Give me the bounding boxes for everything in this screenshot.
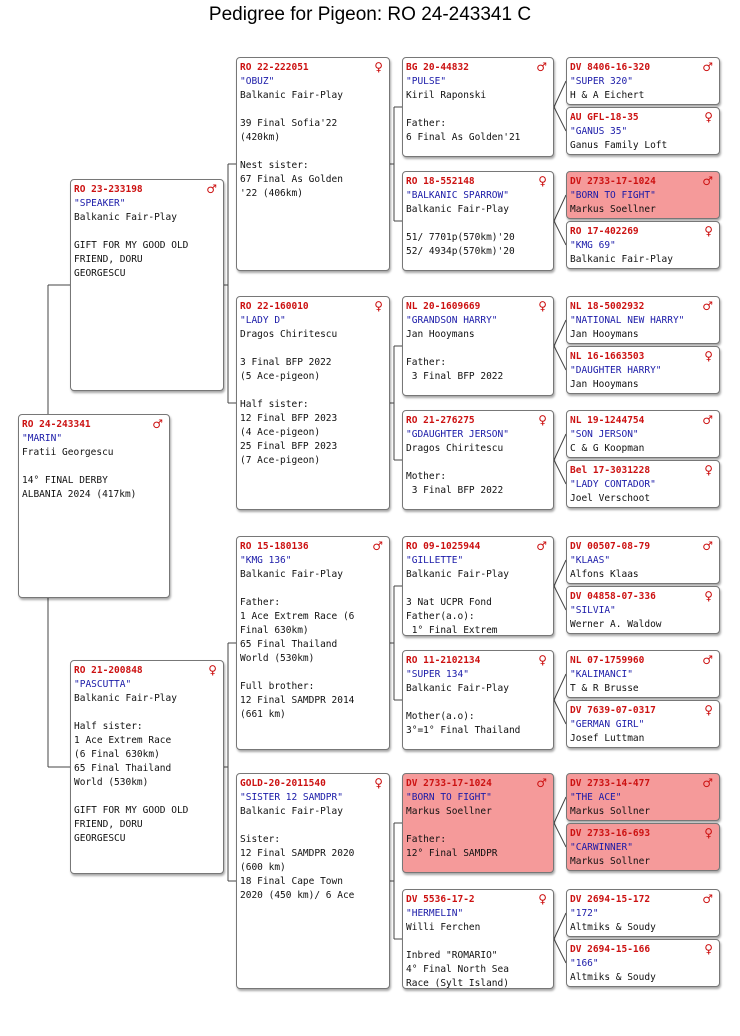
pigeon-name: "GDAUGHTER JERSON" <box>406 429 509 440</box>
pigeon-name: "166" <box>570 958 599 969</box>
pigeon-card-b15[interactable] <box>402 889 554 989</box>
pigeon-card-b1[interactable] <box>18 414 170 598</box>
pigeon-card-b12[interactable] <box>402 536 554 636</box>
ring-number: BG 20-44832 <box>406 62 469 73</box>
pigeon-notes: 3 Final BFP 2022 (5 Ace-pigeon) Half sister: 12 Final BFP 2023 (4 Ace-pigeon) 25 Final BFP 2023 (7 Ace-pigeon) <box>240 357 338 466</box>
owner-name: H & A Eichert <box>570 90 645 101</box>
ring-number: DV 00507-08-79 <box>570 541 651 552</box>
ring-number: RO 24-243341 <box>22 419 91 430</box>
connector-line <box>554 107 566 131</box>
male-symbol-icon: ♂ <box>702 413 713 427</box>
connector-line <box>554 700 566 724</box>
ring-number: DV 04858-07-336 <box>570 591 656 602</box>
ring-number: RO 21-276275 <box>406 415 475 426</box>
owner-name: C & G Koopman <box>570 443 645 454</box>
owner-name: Balkanic Fair-Play <box>240 806 343 817</box>
pigeon-name: "GERMAN GIRL" <box>570 719 645 730</box>
ring-number: RO 15-180136 <box>240 541 309 552</box>
pigeon-name: "172" <box>570 908 599 919</box>
connector-line <box>554 221 566 245</box>
ring-number: Bel 17-3031228 <box>570 465 651 476</box>
ring-number: DV 2733-17-1024 <box>570 176 656 187</box>
male-symbol-icon: ♂ <box>536 776 547 790</box>
owner-name: Joel Verschoot <box>570 493 651 504</box>
pigeon-card-b29[interactable] <box>566 823 720 871</box>
pigeon-card-b22[interactable] <box>566 410 720 458</box>
spacer <box>406 217 550 231</box>
connector-line <box>554 797 566 823</box>
ring-number: RO 17-402269 <box>570 226 639 237</box>
male-symbol-icon: ♂ <box>206 182 217 196</box>
pigeon-name: "MARIN" <box>22 433 63 444</box>
male-symbol-icon: ♂ <box>702 892 713 906</box>
owner-name: Dragos Chiritescu <box>240 329 338 340</box>
pigeon-name: "DAUGHTER HARRY" <box>570 365 662 376</box>
owner-name: Alfons Klaas <box>570 569 639 580</box>
female-symbol-icon: ♀ <box>538 299 547 313</box>
ring-number: RO 09-1025944 <box>406 541 481 552</box>
spacer <box>240 342 386 356</box>
pigeon-name: "THE ACE" <box>570 792 622 803</box>
connector-line <box>554 460 566 484</box>
spacer <box>406 696 550 710</box>
owner-name: T & R Brusse <box>570 683 639 694</box>
ring-number: RO 18-552148 <box>406 176 475 187</box>
pigeon-name: "KMG 69" <box>570 240 616 251</box>
pigeon-name: "GILLETTE" <box>406 555 464 566</box>
owner-name: Balkanic Fair-Play <box>570 254 673 265</box>
pigeon-card-b7[interactable] <box>236 773 390 989</box>
owner-name: Fratii Georgescu <box>22 447 114 458</box>
female-symbol-icon: ♀ <box>704 942 713 956</box>
pigeon-name: "OBUZ" <box>240 76 275 87</box>
ring-number: DV 2733-14-477 <box>570 778 651 789</box>
female-symbol-icon: ♀ <box>208 663 217 677</box>
pigeon-name: "LADY CONTADOR" <box>570 479 656 490</box>
owner-name: Willi Ferchen <box>406 922 481 933</box>
female-symbol-icon: ♀ <box>374 60 383 74</box>
spacer <box>22 460 166 474</box>
owner-name: Ganus Family Loft <box>570 140 668 151</box>
connector-line <box>554 913 566 939</box>
male-symbol-icon: ♂ <box>702 776 713 790</box>
pigeon-name: "KMG 136" <box>240 555 292 566</box>
pigeon-notes: 3 Nat UCPR Fond Father(a.o): 1° Final Extrem <box>406 597 498 636</box>
ring-number: RO 22-222051 <box>240 62 309 73</box>
male-symbol-icon: ♂ <box>702 539 713 553</box>
spacer <box>74 225 220 239</box>
connector-line <box>554 674 566 700</box>
male-symbol-icon: ♂ <box>702 299 713 313</box>
connector-line <box>554 434 566 460</box>
pigeon-notes: Mother(a.o): 3°=1° Final Thailand <box>406 711 521 736</box>
owner-name: Werner A. Waldow <box>570 619 662 630</box>
pigeon-card-b10[interactable] <box>402 296 554 396</box>
female-symbol-icon: ♀ <box>704 826 713 840</box>
pigeon-name: "BORN TO FIGHT" <box>570 190 656 201</box>
ring-number: NL 16-1663503 <box>570 351 645 362</box>
ring-number: RO 21-200848 <box>74 665 143 676</box>
pigeon-card-b16[interactable] <box>566 57 720 105</box>
pigeon-notes: 39 Final Sofia'22 (420km) Nest sister: 67 Final As Golden '22 (406km) <box>240 118 343 199</box>
female-symbol-icon: ♀ <box>704 463 713 477</box>
female-symbol-icon: ♀ <box>704 110 713 124</box>
pigeon-name: "BALKANIC SPARROW" <box>406 190 509 201</box>
ring-number: DV 5536-17-2 <box>406 894 475 905</box>
pigeon-card-b13[interactable] <box>402 650 554 750</box>
pigeon-card-b20[interactable] <box>566 296 720 344</box>
pigeon-card-b2[interactable] <box>70 179 224 391</box>
ring-number: DV 2694-15-166 <box>570 944 651 955</box>
pigeon-card-b30[interactable] <box>566 889 720 937</box>
owner-name: Altmiks & Soudy <box>570 922 656 933</box>
pigeon-notes: GIFT FOR MY GOOD OLD FRIEND, DORU GEORGESCU <box>74 240 189 279</box>
owner-name: Balkanic Fair-Play <box>406 569 509 580</box>
pigeon-name: "PULSE" <box>406 76 447 87</box>
pigeon-notes: Father: 6 Final As Golden'21 <box>406 118 521 143</box>
pigeon-card-b5[interactable] <box>236 296 390 510</box>
male-symbol-icon: ♂ <box>702 60 713 74</box>
ring-number: NL 07-1759960 <box>570 655 645 666</box>
pigeon-card-b25[interactable] <box>566 586 720 634</box>
female-symbol-icon: ♀ <box>704 224 713 238</box>
pigeon-card-b9[interactable] <box>402 171 554 271</box>
connector-line <box>554 320 566 346</box>
pigeon-notes: Sister: 12 Final SAMDPR 2020 (600 km) 18 Final Cape Town 2020 (450 km)/ 6 Ace <box>240 834 355 901</box>
owner-name: Balkanic Fair-Play <box>74 212 177 223</box>
owner-name: Markus Soellner <box>406 806 492 817</box>
pigeon-name: "SISTER 12 SAMDPR" <box>240 792 343 803</box>
pigeon-card-b8[interactable] <box>402 57 554 157</box>
owner-name: Balkanic Fair-Play <box>406 204 509 215</box>
pigeon-card-b17[interactable] <box>566 107 720 155</box>
pigeon-card-b27[interactable] <box>566 700 720 748</box>
owner-name: Kiril Raponski <box>406 90 487 101</box>
female-symbol-icon: ♀ <box>704 349 713 363</box>
female-symbol-icon: ♀ <box>374 299 383 313</box>
spacer <box>406 819 550 833</box>
ring-number: DV 2694-15-172 <box>570 894 651 905</box>
male-symbol-icon: ♂ <box>702 174 713 188</box>
connector-line <box>554 81 566 107</box>
owner-name: Balkanic Fair-Play <box>240 90 343 101</box>
pigeon-notes: Mother: 3 Final BFP 2022 <box>406 471 504 496</box>
connector-line <box>554 823 566 847</box>
page-title: Pedigree for Pigeon: RO 24-243341 C <box>208 4 532 25</box>
pigeon-name: "GANUS 35" <box>570 126 628 137</box>
male-symbol-icon: ♂ <box>536 60 547 74</box>
ring-number: GOLD-20-2011540 <box>240 778 326 789</box>
male-symbol-icon: ♂ <box>152 417 163 431</box>
male-symbol-icon: ♂ <box>372 539 383 553</box>
pigeon-card-b14[interactable] <box>402 773 554 873</box>
ring-number: NL 18-5002932 <box>570 301 645 312</box>
female-symbol-icon: ♀ <box>704 589 713 603</box>
female-symbol-icon: ♀ <box>374 776 383 790</box>
owner-name: Markus Sollner <box>570 806 651 817</box>
pigeon-card-b18[interactable] <box>566 171 720 219</box>
female-symbol-icon: ♀ <box>538 413 547 427</box>
pigeon-name: "LADY D" <box>240 315 286 326</box>
spacer <box>240 582 386 596</box>
pigeon-card-b21[interactable] <box>566 346 720 394</box>
owner-name: Dragos Chiritescu <box>406 443 504 454</box>
connector-line <box>554 939 566 963</box>
pigeon-notes: Half sister: 1 Ace Extrem Race (6 Final 630km) 65 Final Thailand World (530km) GIFT FOR MY GOOD OLD FRIEND, DORU GEORGESCU <box>74 721 189 844</box>
ring-number: DV 2733-17-1024 <box>406 778 492 789</box>
spacer <box>240 819 386 833</box>
pigeon-card-b24[interactable] <box>566 536 720 584</box>
ring-number: RO 22-160010 <box>240 301 309 312</box>
pigeon-name: "HERMELIN" <box>406 908 464 919</box>
pigeon-name: "SPEAKER" <box>74 198 126 209</box>
spacer <box>406 342 550 356</box>
pigeon-name: "KLAAS" <box>570 555 611 566</box>
female-symbol-icon: ♀ <box>538 174 547 188</box>
owner-name: Markus Sollner <box>570 856 651 867</box>
pigeon-name: "SON JERSON" <box>570 429 639 440</box>
female-symbol-icon: ♀ <box>538 653 547 667</box>
ring-number: DV 8406-16-320 <box>570 62 651 73</box>
pigeon-name: "NATIONAL NEW HARRY" <box>570 315 685 326</box>
spacer <box>406 456 550 470</box>
pigeon-name: "SUPER 134" <box>406 669 469 680</box>
spacer <box>406 582 550 596</box>
connector-line <box>554 346 566 370</box>
ring-number: DV 7639-07-0317 <box>570 705 656 716</box>
pigeon-name: "SUPER 320" <box>570 76 633 87</box>
pigeon-name: "PASCUTTA" <box>74 679 132 690</box>
pigeon-notes: Inbred "ROMARIO" 4° Final North Sea Race (Sylt Island) <box>406 950 509 989</box>
pigeon-card-b4[interactable] <box>236 57 390 271</box>
ring-number: NL 19-1244754 <box>570 415 645 426</box>
pigeon-card-b19[interactable] <box>566 221 720 269</box>
spacer <box>240 103 386 117</box>
pigeon-notes: 14° FINAL DERBY ALBANIA 2024 (417km) <box>22 475 137 500</box>
pigeon-card-b3[interactable] <box>70 660 224 874</box>
female-symbol-icon: ♀ <box>704 703 713 717</box>
ring-number: AU GFL-18-35 <box>570 112 639 123</box>
pigeon-notes: Father: 12° Final SAMDPR <box>406 834 498 859</box>
ring-number: RO 23-233198 <box>74 184 143 195</box>
pigeon-name: "BORN TO FIGHT" <box>406 792 492 803</box>
spacer <box>74 706 220 720</box>
spacer <box>406 103 550 117</box>
pigeon-card-b6[interactable] <box>236 536 390 750</box>
ring-number: RO 11-2102134 <box>406 655 481 666</box>
female-symbol-icon: ♀ <box>538 892 547 906</box>
owner-name: Balkanic Fair-Play <box>240 569 343 580</box>
ring-number: NL 20-1609669 <box>406 301 481 312</box>
pigeon-name: "GRANDSON HARRY" <box>406 315 498 326</box>
owner-name: Jan Hooymans <box>406 329 475 340</box>
owner-name: Altmiks & Soudy <box>570 972 656 983</box>
connector-line <box>554 560 566 586</box>
owner-name: Markus Soellner <box>570 204 656 215</box>
pigeon-name: "KALIMANCI" <box>570 669 633 680</box>
ring-number: DV 2733-16-693 <box>570 828 651 839</box>
owner-name: Josef Luttman <box>570 733 645 744</box>
owner-name: Balkanic Fair-Play <box>74 693 177 704</box>
pigeon-notes: Father: 3 Final BFP 2022 <box>406 357 504 382</box>
pigeon-card-b26[interactable] <box>566 650 720 698</box>
pigeon-card-b23[interactable] <box>566 460 720 508</box>
owner-name: Jan Hooymans <box>570 379 639 390</box>
pigeon-card-b11[interactable] <box>402 410 554 510</box>
pigeon-notes: Father: 1 Ace Extrem Race (6 Final 630km) 65 Final Thailand World (530km) Full brother: 12 Final SAMDPR 2014 (661 km) <box>240 597 355 720</box>
owner-name: Jan Hooymans <box>570 329 639 340</box>
connector-line <box>554 586 566 610</box>
male-symbol-icon: ♂ <box>702 653 713 667</box>
owner-name: Balkanic Fair-Play <box>406 683 509 694</box>
pigeon-name: "CARWINNER" <box>570 842 633 853</box>
connector-line <box>554 195 566 221</box>
pigeon-card-b28[interactable] <box>566 773 720 821</box>
pigeon-name: "SILVIA" <box>570 605 616 616</box>
pigeon-card-b31[interactable] <box>566 939 720 987</box>
spacer <box>406 935 550 949</box>
pigeon-notes: 51/ 7701p(570km)'20 52/ 4934p(570km)'20 <box>406 232 515 257</box>
male-symbol-icon: ♂ <box>536 539 547 553</box>
